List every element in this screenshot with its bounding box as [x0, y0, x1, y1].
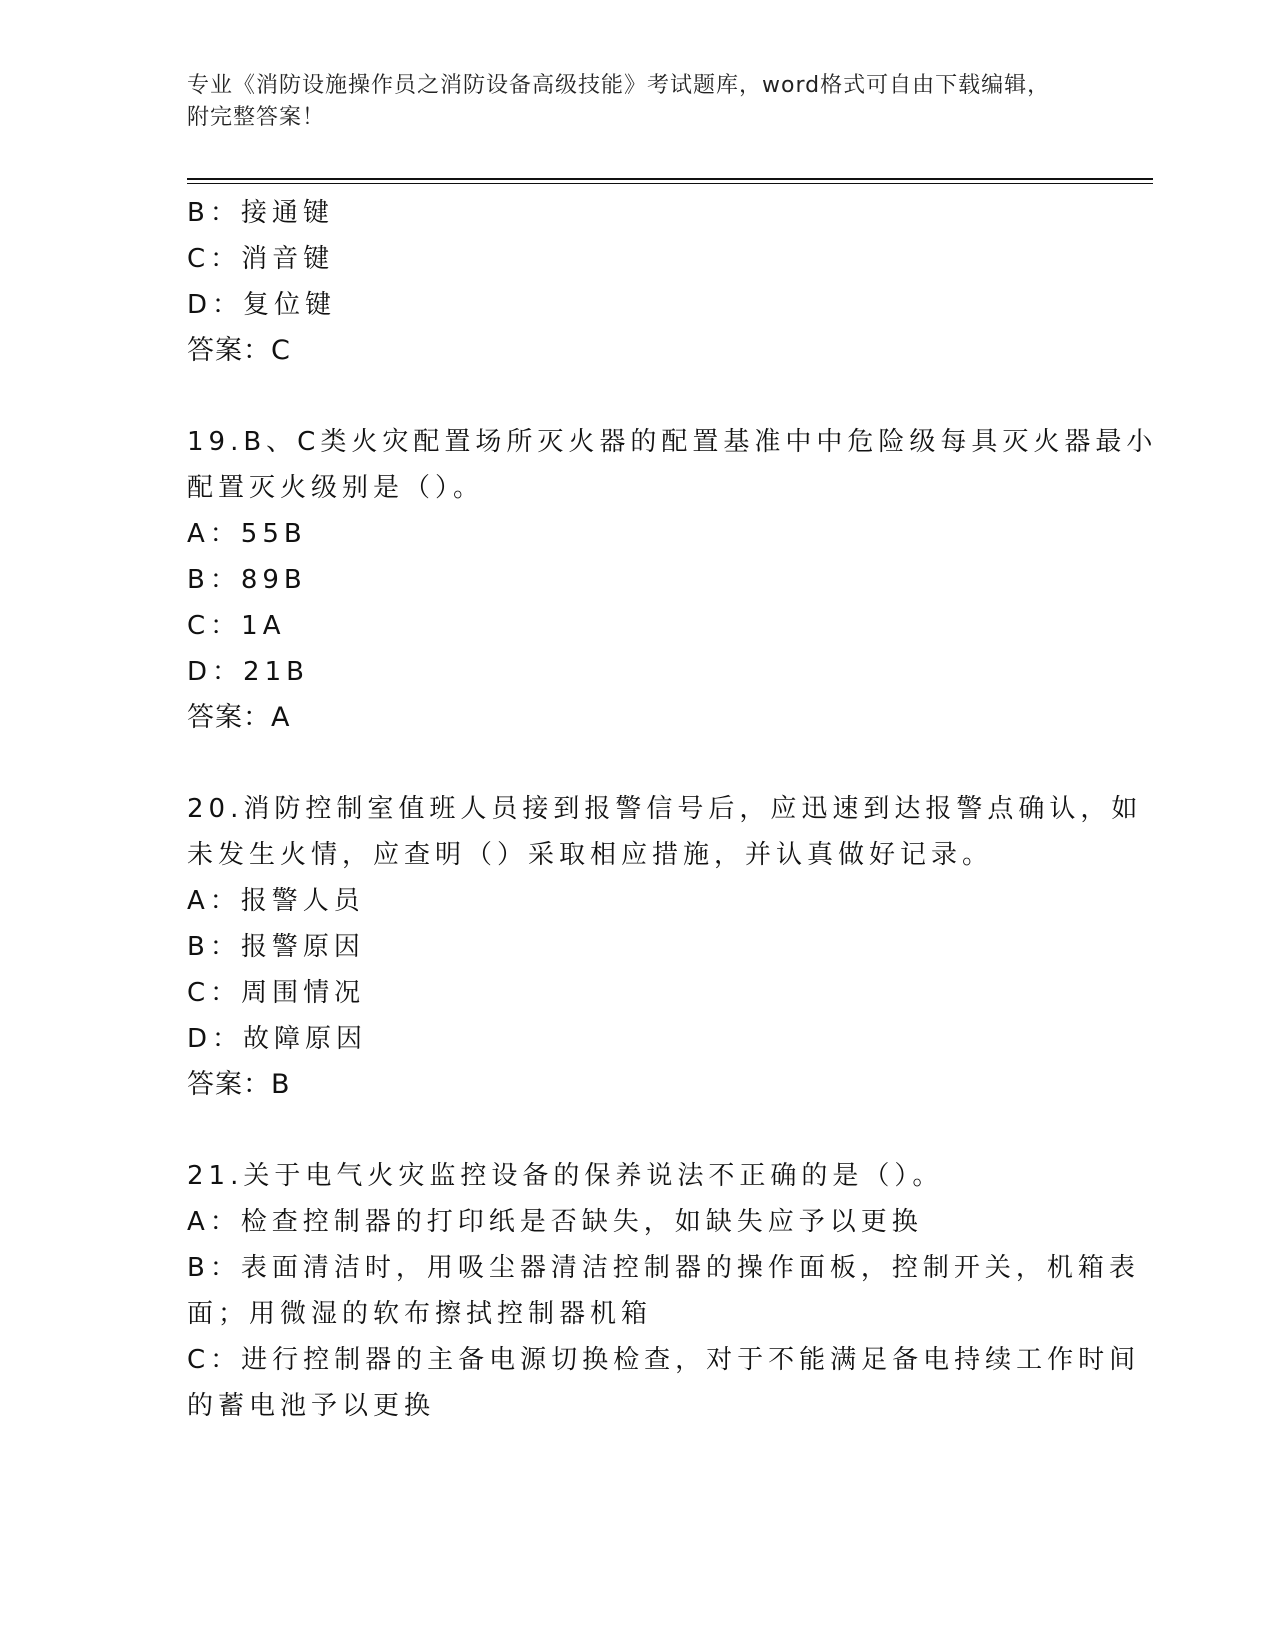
header-rule-thin [187, 183, 1153, 184]
option-c: C：1A [187, 611, 286, 641]
option-a: A：报警人员 [187, 886, 365, 916]
option-a: A：检查控制器的打印纸是否缺失，如缺失应予以更换 [187, 1207, 923, 1237]
option-b: B：报警原因 [187, 932, 365, 962]
question-block-19 [187, 419, 1158, 741]
option-b-continued: 面；用微湿的软布擦拭控制器机箱 [187, 1299, 653, 1329]
option-d: D：21B [187, 657, 309, 687]
answer-line: 答案：C [187, 335, 291, 366]
block-gap [187, 1108, 1087, 1153]
option-c: C：进行控制器的主备电源切换检查，对于不能满足备电持续工作时间 [187, 1345, 1141, 1375]
answer-line: 答案：B [187, 1069, 291, 1100]
question-block-20 [187, 786, 1143, 1108]
question-block-21 [187, 1153, 1141, 1429]
option-c-continued: 的蓄电池予以更换 [187, 1391, 436, 1421]
answer-line: 答案：A [187, 702, 291, 733]
question-text-line: 19.B、C类火灾配置场所灭火器的配置基准中中危险级每具灭火器最小 [187, 427, 1158, 457]
option-c: C：消音键 [187, 244, 335, 274]
option-b: B：接通键 [187, 198, 334, 228]
question-block-18 [187, 190, 1087, 374]
block-gap [187, 741, 1087, 786]
question-text-line: 未发生火情，应查明（）采取相应措施，并认真做好记录。 [187, 840, 994, 870]
document-header: 专业《消防设施操作员之消防设备高级技能》考试题库，word格式可自由下载编辑，附完整答案！ [187, 73, 1051, 130]
option-b: B：89B [187, 565, 307, 595]
question-text-line: 21.关于电气火灾监控设备的保养说法不正确的是（）。 [187, 1161, 944, 1191]
block-gap [187, 374, 1087, 419]
option-a: A：55B [187, 519, 307, 549]
question-content [187, 190, 1158, 1429]
option-d: D：故障原因 [187, 1024, 368, 1054]
question-text-line: 配置灭火级别是（）。 [187, 473, 485, 503]
question-text-line: 20.消防控制室值班人员接到报警信号后，应迅速到达报警点确认，如 [187, 794, 1143, 824]
option-b: B：表面清洁时，用吸尘器清洁控制器的操作面板，控制开关，机箱表 [187, 1253, 1140, 1283]
option-d: D：复位键 [187, 290, 337, 320]
option-c: C：周围情况 [187, 978, 366, 1008]
header-rule-thick [187, 178, 1153, 180]
